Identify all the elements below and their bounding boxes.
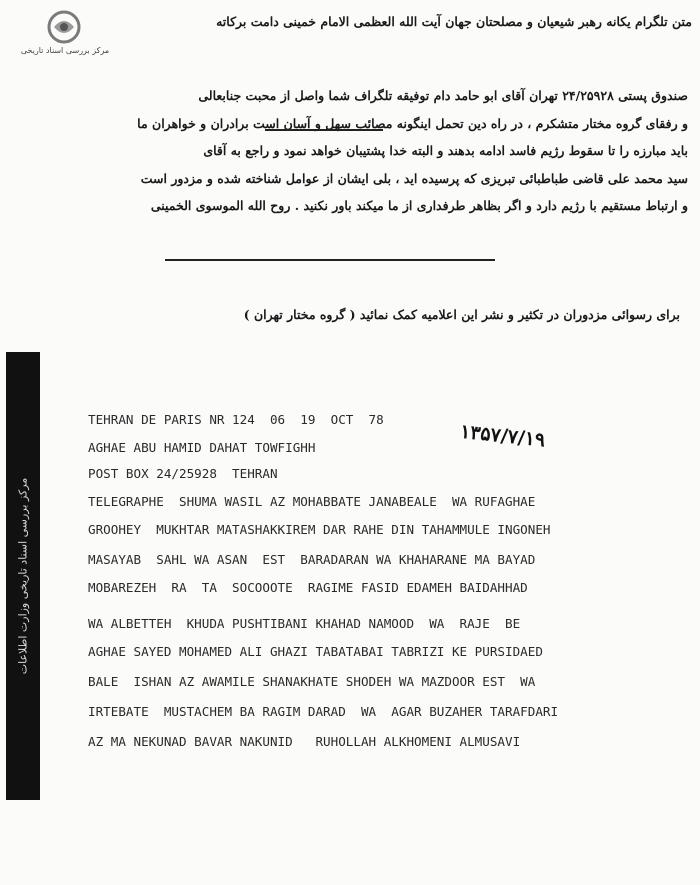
telegram-line: AGHAE SAYED MOHAMED ALI GHAZI TABATABAI TABRIZI KE PURSIDAED <box>88 644 543 659</box>
persian-body <box>28 82 688 220</box>
archive-logo-caption: مرکز بررسی اسناد تاریخی <box>20 46 110 55</box>
persian-line: باید مبارزه را تا سقوط رژیم فاسد ادامه بدهند و البته خدا پشتیبان خواهد نمود و راجع به آقای <box>203 143 688 158</box>
telegram-line: TELEGRAPHE SHUMA WASIL AZ MOHABBATE JANABEALE WA RUFAGHAE <box>88 494 536 509</box>
telegram-line: TEHRAN DE PARIS NR 124 06 19 OCT 78 <box>88 412 384 427</box>
side-stamp-strip <box>6 352 40 800</box>
underline-divider <box>265 129 383 131</box>
persian-line: صندوق پستی ۲۴/۲۵۹۲۸ تهران آقای ابو حامد دام توفیقه تلگراف شما واصل از محبت جنابعالی <box>198 88 688 103</box>
telegram-line: AZ MA NEKUNAD BAVAR NAKUNID RUHOLLAH ALKHOMENI ALMUSAVI <box>88 734 521 749</box>
telegram-line: MOBAREZEH RA TA SOCOOOTE RAGIME FASID EDAMEH BAIDAHHAD <box>88 580 528 595</box>
telegram-line: IRTEBATE MUSTACHEM BA RAGIM DARAD WA AGAR BUZAHER TARAFDARI <box>88 704 559 719</box>
underline-divider <box>165 259 495 261</box>
persian-title: متن تلگرام یکانه رهبر شیعیان و مصلحتان جهان آیت الله العظمی الامام خمینی دامت برکاته <box>216 14 692 29</box>
archive-logo <box>6 8 124 60</box>
handwritten-date: ۱۳۵۷/۷/۱۹ <box>459 420 547 452</box>
persian-line: سید محمد علی قاضی طباطبائی تبریزی که پرسیده اید ، بلی ایشان از عوامل شناخته شده و مزدور است <box>140 170 688 186</box>
persian-note: برای رسوائی مزدوران در تکثیر و نشر این اعلامیه کمک نمائید ( گروه مختار تهران ) <box>243 307 680 322</box>
persian-line: و ارتباط مستقیم با رژیم دارد و اگر بظاهر طرفداری از ما میکند باور نکنید . روح الله الموسوی الخمینی <box>150 198 688 213</box>
telegram-line: GROOHEY MUKHTAR MATASHAKKIREM DAR RAHE DIN TAHAMMULE INGONEH <box>88 522 551 537</box>
telegram-line: BALE ISHAN AZ AWAMILE SHANAKHATE SHODEH WA MAZDOOR EST WA <box>88 674 536 689</box>
telegram-line: POST BOX 24/25928 TEHRAN <box>88 466 278 481</box>
persian-line: و رفقای گروه مختار متشکرم ، در راه دین تحمل اینگونه مصائب سهل و آسان است برادران و خواهران ما <box>137 115 688 131</box>
side-stamp-text: مرکز بررسی اسناد تاریخی وزارت اطلاعات <box>16 477 30 675</box>
telegram-line: AGHAE ABU HAMID DAHAT TOWFIGHH <box>88 440 316 455</box>
telegram-line: WA ALBETTEH KHUDA PUSHTIBANI KHAHAD NAMOOD WA RAJE BE <box>88 616 521 631</box>
archive-emblem-icon <box>42 10 86 44</box>
telegram-line: MASAYAB SAHL WA ASAN EST BARADARAN WA KHAHARANE MA BAYAD <box>88 552 536 567</box>
